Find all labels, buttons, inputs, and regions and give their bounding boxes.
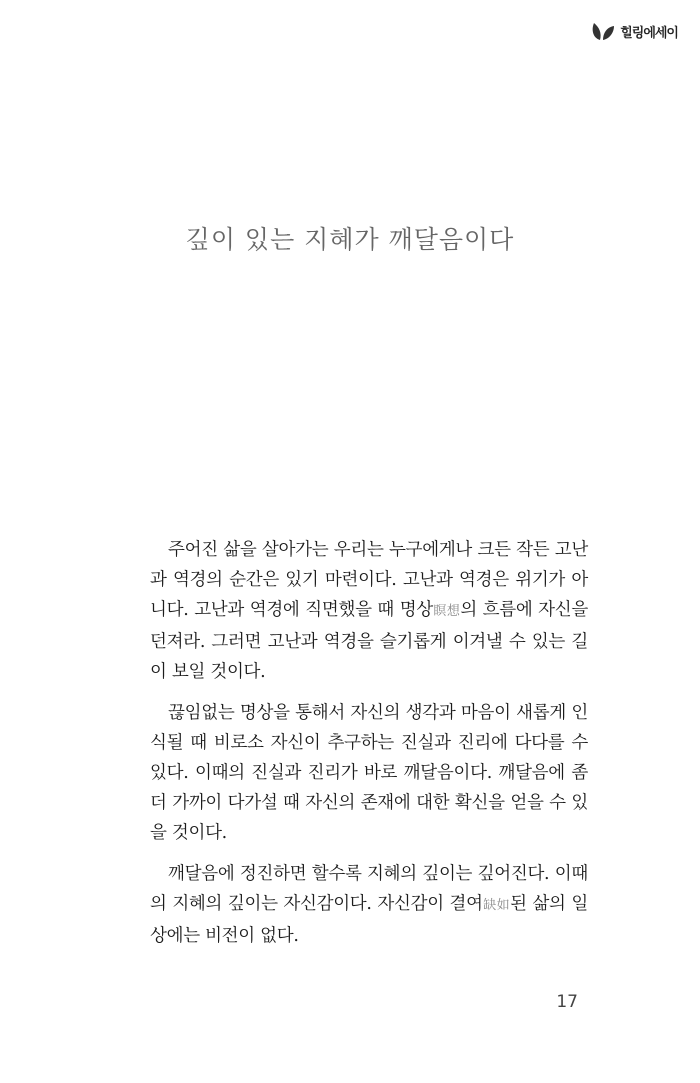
running-header — [590, 20, 678, 42]
paragraph-text: 깨달음에 정진하면 할수록 지혜의 깊이는 깊어진다. 이때의 지혜의 깊이는 자신감이다. 자신감이 결여 — [150, 864, 588, 914]
paragraph-text: 주어진 삶을 살아가는 우리는 누구에게나 크든 작든 고난과 역경의 순간은 있기 마련이다. 고난과 역경은 위기가 아니다. 고난과 역경에 직면했을 때 명상 — [150, 540, 588, 620]
paragraph-text: 의 흐름에 자신을 던져라. 그러면 고난과 역경을 슬기롭게 이겨낼 수 있는 길이 보일 것이다. — [150, 600, 588, 682]
paragraph — [150, 535, 588, 687]
paragraph — [150, 859, 588, 951]
body-text — [150, 535, 588, 962]
paragraph-text: 끊임없는 명상을 통해서 자신의 생각과 마음이 새롭게 인식될 때 비로소 자신이 추구하는 진실과 진리에 다다를 수 있다. 이때의 진실과 진리가 바로 깨달음이다. 깨달음에 좀더 가까이 다가설 때 자신의 존재에 대한 확신을 얻을 수 있을 것이다. — [150, 703, 588, 843]
paragraph-text: 된 삶의 일상에는 비전이 없다. — [150, 894, 588, 946]
leaf-icon — [590, 20, 616, 42]
chapter-title: 깊이 있는 지혜가 깨달음이다 — [185, 225, 515, 254]
hanja-annotation: 缺如 — [482, 898, 511, 913]
page-number: 17 — [556, 992, 578, 1012]
series-name: 힐링에세이 — [620, 25, 678, 41]
paragraph — [150, 698, 588, 848]
hanja-annotation: 瞑想 — [432, 604, 461, 619]
